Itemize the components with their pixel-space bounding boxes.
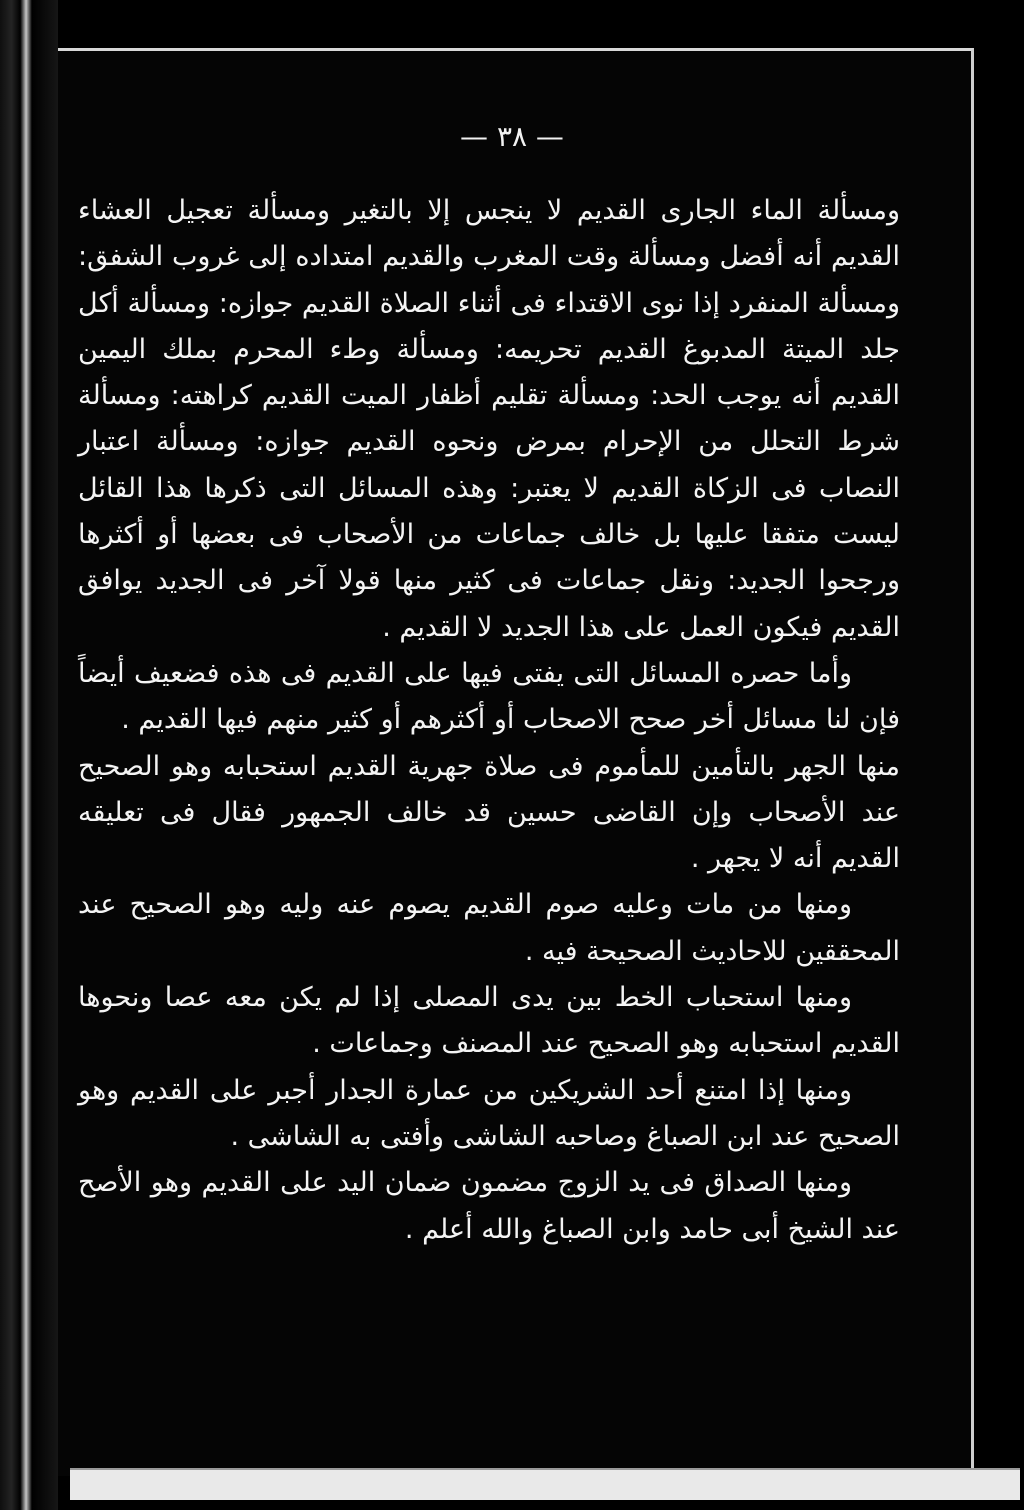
paragraph-4: ومنها من مات وعليه صوم القديم يصوم عنه وليه وهو الصحيح عند المحققين للاحاديث الصحيحة فيه . xyxy=(78,889,900,967)
arabic-text-body xyxy=(78,188,900,1253)
page-number: — ٣٨ — xyxy=(460,120,564,153)
paragraph-3: منها الجهر بالتأمين للمأموم فى صلاة جهرية القديم استحبابه وهو الصحيح عند الأصحاب وإن القاضى حسين قد خالف الجمهور فقال فى تعليقه القديم أنه لا يجهر . xyxy=(78,750,900,875)
book-spine-edge xyxy=(0,0,58,1510)
paragraph-1: ومسألة الماء الجارى القديم لا ينجس إلا بالتغير ومسألة تعجيل العشاء القديم أنه أفضل ومسألة وقت المغرب والقديم امتداده إلى غروب الشفق: ومسألة المنفرد إذا نوى الاقتداء فى أثناء الصلاة القديم جوازه: ومسألة أكل جلد الميتة المدبوغ القديم تحريمه: ومسألة وطء المحرم بملك اليمين القديم أنه يوجب الحد: ومسألة تقليم أظفار الميت القديم كراهته: ومسألة شرط التحلل من الإحرام بمرض ونحوه القديم جوازه: ومسألة اعتبار النصاب فى الزكاة القديم لا يعتبر: وهذه المسائل التى ذكرها هذا القائل ليست متفقا عليها بل خالف جماعات من الأصحاب فى بعضها أو أكثرها ورجحوا الجديد: ونقل جماعات فى كثير منها قولا آخر فى الجديد يوافق القديم فيكون العمل على هذا الجديد لا القديم . xyxy=(78,195,900,643)
paragraph-6: ومنها إذا امتنع أحد الشريكين من عمارة الجدار أجبر على القديم وهو الصحيح عند ابن الصباغ وصاحبه الشاشى وأفتى به الشاشى . xyxy=(78,1074,900,1152)
paragraph-2: وأما حصره المسائل التى يفتى فيها على القديم فى هذه فضعيف أيضاً فإن لنا مسائل أخر صحح الاصحاب أو أكثرهم أو كثير منهم فيها القديم . xyxy=(78,657,900,736)
paragraph-5: ومنها استحباب الخط بين يدى المصلى إذا لم يكن معه عصا ونحوها القديم استحبابه وهو الصحيح عند المصنف وجماعات . xyxy=(78,982,900,1060)
paragraph-7: ومنها الصداق فى يد الزوج مضمون ضمان اليد على القديم وهو الأصح عند الشيخ أبى حامد وابن الصباغ والله أعلم . xyxy=(78,1167,900,1245)
page-bottom-edge xyxy=(70,1468,1020,1500)
